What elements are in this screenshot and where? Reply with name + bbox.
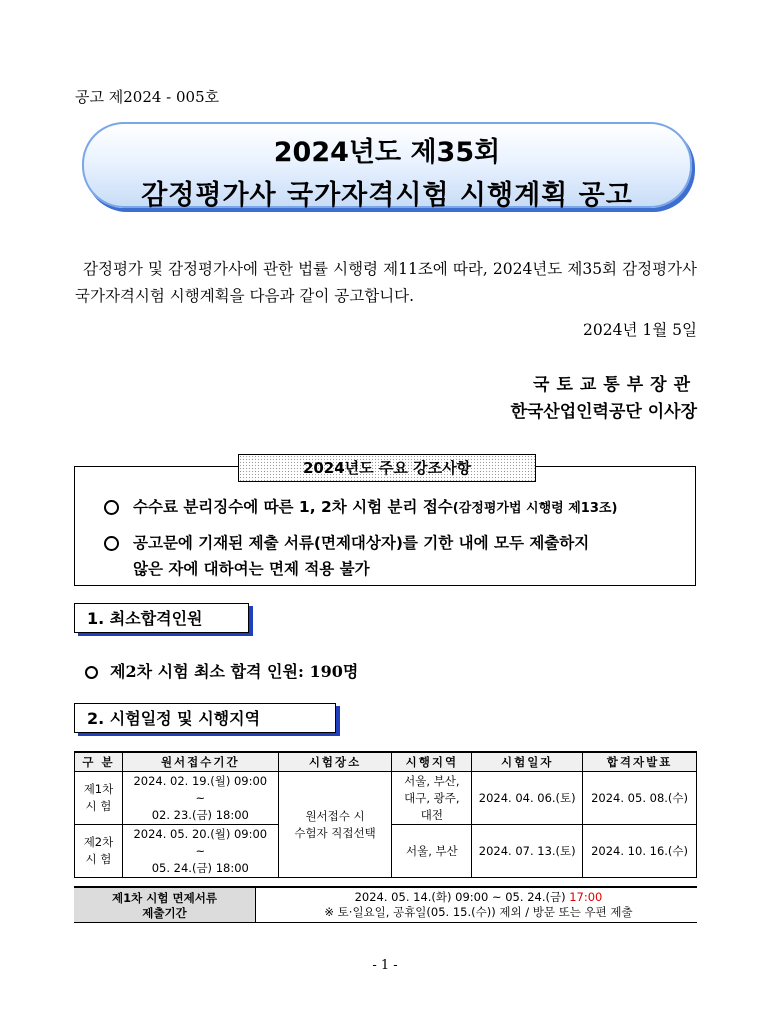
exemption-period-line (260, 890, 697, 905)
type-line: 시 험 (85, 852, 112, 866)
apply-end: 02. 23.(금) 18:00 (151, 807, 249, 822)
type-line: 제2차 (83, 835, 114, 849)
section-1-bullet (85, 659, 358, 682)
notice-number: 공고 제2024 - 005호 (75, 88, 220, 106)
highlight-item-1 (104, 495, 617, 517)
section-1-heading: 1. 최소합격인원 (74, 603, 249, 633)
type-line: 제1차 (83, 782, 114, 796)
row-apply-2 (122, 825, 278, 878)
circle-bullet-icon (85, 666, 98, 679)
page-number: - 1 - (372, 958, 398, 973)
exemption-period (260, 890, 697, 920)
highlight-item-2-cont: 않은 자에 대하여는 면제 적용 불가 (133, 560, 370, 578)
type-line: 시 험 (85, 799, 112, 813)
circle-bullet-icon (104, 500, 119, 515)
exemption-label (74, 888, 256, 922)
exemption-label-line: 제1차 시험 면제서류 (112, 891, 217, 905)
apply-tilde: ~ (195, 790, 206, 805)
highlight-item-2 (104, 531, 589, 553)
region-line: 대구, 광주, (404, 790, 460, 805)
row-region-1 (392, 772, 472, 825)
row-exam-date-2: 2024. 07. 13.(토) (472, 825, 583, 878)
header-application-period: 원서접수기간 (122, 752, 278, 772)
row-apply-1 (122, 772, 278, 825)
row-region-2: 서울, 부산 (392, 825, 472, 878)
highlight-item-1-text: 수수료 분리징수에 따른 1, 2차 시험 분리 접수 (133, 498, 453, 516)
header-type: 구 분 (75, 752, 123, 772)
exemption-period-main: 2024. 05. 14.(화) 09:00 ~ 05. 24.(금) (354, 890, 570, 904)
header-region: 시행지역 (392, 752, 472, 772)
table-row (75, 772, 697, 825)
schedule-table (74, 751, 697, 878)
highlight-item-1-note: (감정평가법 시행령 제13조) (452, 501, 618, 516)
row-exam-date-1: 2024. 04. 06.(토) (472, 772, 583, 825)
exemption-label-line: 제출기간 (142, 906, 187, 920)
apply-tilde: ~ (195, 843, 206, 858)
header-result-date: 합격자발표 (583, 752, 697, 772)
exemption-document-box (74, 886, 697, 923)
header-exam-date: 시험일자 (472, 752, 583, 772)
highlight-item-2-line-1: 공고문에 기재된 제출 서류(면제대상자)를 기한 내에 모두 제출하지 (133, 534, 590, 552)
apply-start: 2024. 02. 19.(월) 09:00 (133, 773, 268, 788)
venue-cell (278, 772, 392, 878)
section-2-heading: 2. 시험일정 및 시행지역 (74, 703, 336, 733)
title-line-1: 2024년도 제35회 (273, 137, 501, 168)
region-line: 서울, 부산, (404, 773, 460, 788)
apply-start: 2024. 05. 20.(월) 09:00 (133, 826, 268, 841)
issuer-minister: 국토교통부장관 (533, 375, 697, 395)
exemption-note: ※ 토·일요일, 공휴일(05. 15.(수)) 제외 / 방문 또는 우편 제출 (324, 905, 633, 919)
circle-bullet-icon (104, 536, 119, 551)
venue-line: 수험자 직접선택 (294, 825, 376, 840)
row-result-date-1: 2024. 05. 08.(수) (583, 772, 697, 825)
row-result-date-2: 2024. 10. 16.(수) (583, 825, 697, 878)
section-1-bullet-text: 제2차 시험 최소 합격 인원: 190명 (110, 662, 359, 681)
region-line: 대전 (420, 807, 443, 822)
highlights-title-text: 2024년도 주요 강조사항 (302, 459, 472, 477)
row-type-2 (75, 825, 123, 878)
header-venue: 시험장소 (278, 752, 392, 772)
row-type-1 (75, 772, 123, 825)
schedule-header-row (75, 752, 697, 772)
issuer-agency: 한국산업인력공단 이사장 (510, 402, 697, 422)
notice-date: 2024년 1월 5일 (583, 321, 697, 339)
exemption-deadline-time: 17:00 (569, 890, 603, 904)
venue-line: 원서접수 시 (305, 808, 365, 823)
intro-paragraph: 감정평가 및 감정평가사에 관한 법률 시행령 제11조에 따라, 2024년도 제35회 감정평가사 국가자격시험 시행계획을 다음과 같이 공고합니다. (75, 260, 697, 305)
highlights-title (238, 454, 536, 482)
apply-end: 05. 24.(금) 18:00 (151, 860, 249, 875)
title-banner (82, 122, 692, 211)
title-line-2: 감정평가사 국가자격시험 시행계획 공고 (141, 180, 633, 211)
